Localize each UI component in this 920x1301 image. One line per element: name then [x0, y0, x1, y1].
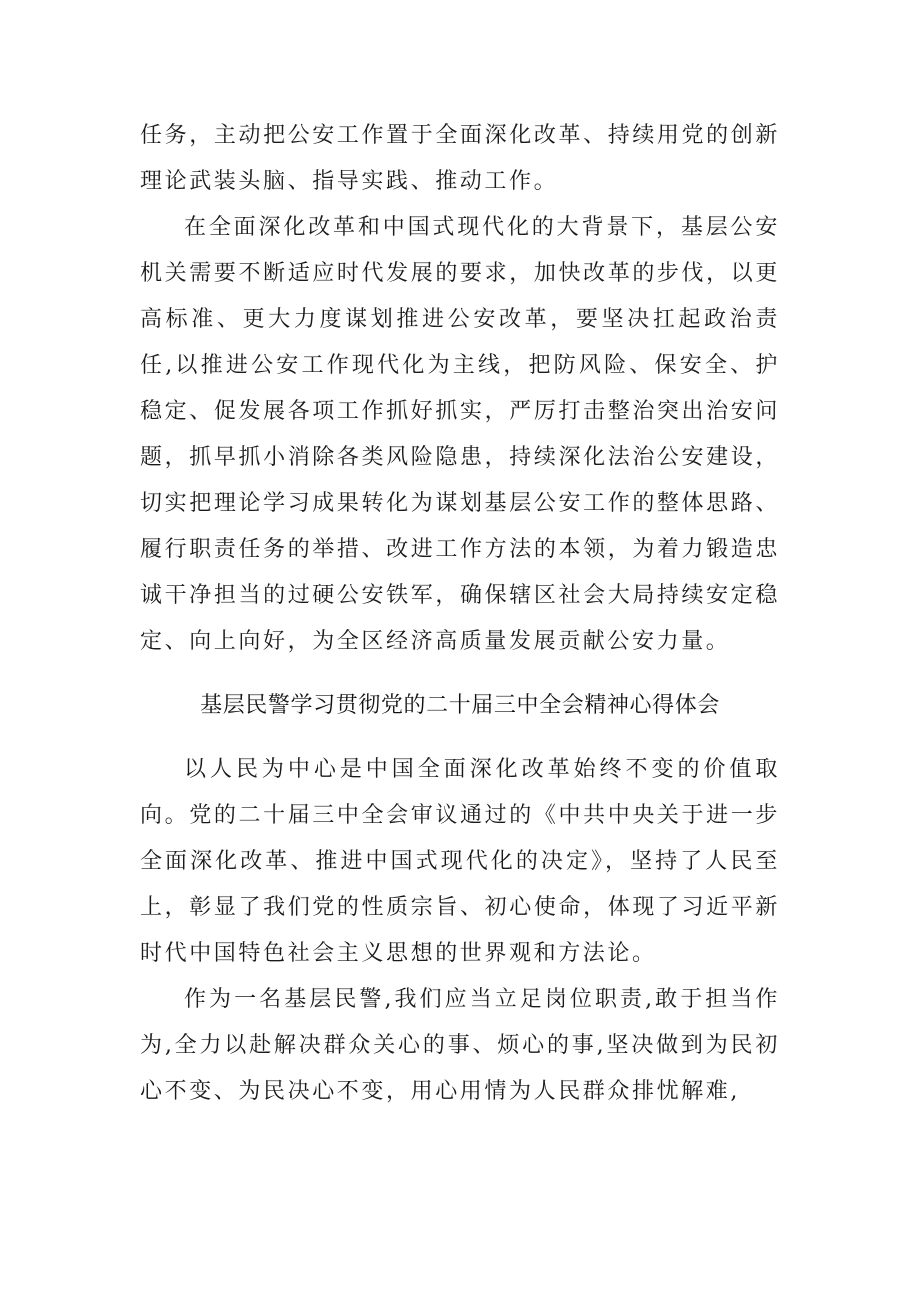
section-2-body	[140, 747, 780, 1115]
section-title: 基层民警学习贯彻党的二十届三中全会精神心得体会	[200, 693, 720, 718]
paragraph: 以人民为中心是中国全面深化改革始终不变的价值取向。党的二十届三中全会审议通过的《中共中央关于进一步全面深化改革、推进中国式现代化的决定》，坚持了人民至上，彰显了我们党的性质宗旨、初心使命，体现了习近平新时代中国特色社会主义思想的世界观和方法论。	[140, 757, 780, 966]
paragraph: 在全面深化改革和中国式现代化的大背景下，基层公安机关需要不断适应时代发展的要求，加快改革的步伐，以更高标准、更大力度谋划推进公安改革，要坚决扛起政治责任,以推进公安工作现代化为主线，把防风险、保安全、护稳定、促发展各项工作抓好抓实，严厉打击整治突出治安问题，抓早抓小消除各类风险隐患，持续深化法治公安建设，切实把理论学习成果转化为谋划基层公安工作的整体思路、履行职责任务的举措、改进工作方法的本领，为着力锻造忠诚干净担当的过硬公安铁军，确保辖区社会大局持续安定稳定、向上向好，为全区经济高质量发展贡献公安力量。	[140, 215, 780, 654]
paragraph-continuation: 任务，主动把公安工作置于全面深化改革、持续用党的创新理论武装头脑、指导实践、推动工作。	[140, 123, 780, 194]
section-1-body	[140, 113, 780, 665]
paragraph: 作为一名基层民警,我们应当立足岗位职责,敢于担当作为,全力以赴解决群众关心的事、烦心的事,坚决做到为民初心不变、为民决心不变，用心用情为人民群众排忧解难,	[140, 987, 780, 1104]
